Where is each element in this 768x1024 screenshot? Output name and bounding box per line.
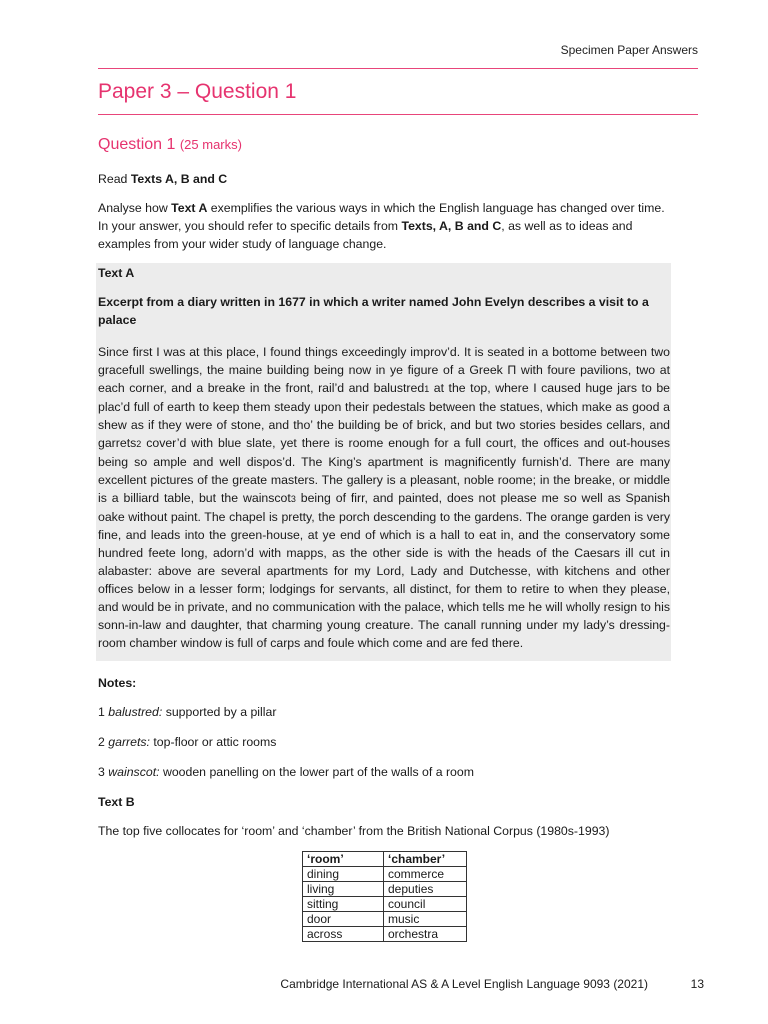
page-number: 13 — [690, 977, 704, 991]
text-a-segment-1: Since first I was at this place, I found things exceedingly improv’d. It is seated in a bottome between two gracefull swellings, the maine building being now in ye figure of a Greek Π with foure pavilions, two at each corner, and a breake in the front, rail’d and balustred — [98, 345, 670, 395]
analyse-part-2: exemplifies the various ways in which the English language has changed over time. In your answer, you should refer to specific details from — [98, 201, 665, 233]
note-number: 1 — [98, 705, 109, 719]
notes-heading: Notes: — [98, 676, 137, 690]
header-rule — [98, 68, 698, 69]
analyse-part-3: , as well as to ideas and examples from your wider study of language change. — [98, 219, 633, 251]
note-term: wainscot: — [108, 765, 160, 779]
collocates-table — [302, 851, 467, 942]
page-title: Paper 3 – Question 1 — [98, 80, 297, 103]
instruction-texts: Texts A, B and C — [130, 172, 228, 186]
text-a-segment-2: at the top, where I caused huge jars to be plac’d full of earth to keep them steady upon their pedestals between the statues, which make as good a shew as if they were of stone, and tho’ the building be of brick, and but two stories besides cellars, and garrets — [98, 381, 670, 450]
note-term: garrets: — [108, 735, 150, 749]
analyse-part-1: Analyse how — [98, 201, 172, 215]
table-cell: living — [303, 882, 384, 897]
note-item — [98, 763, 678, 781]
footnote-marker-1: 1 — [424, 384, 430, 394]
table-row — [303, 897, 467, 912]
table-cell: music — [384, 912, 467, 927]
note-definition: top-floor or attic rooms — [149, 735, 277, 749]
note-definition: wooden panelling on the lower part of the walls of a room — [159, 765, 474, 779]
note-definition: supported by a pillar — [162, 705, 277, 719]
note-number: 3 — [98, 765, 109, 779]
text-a-segment-4: being of firr, and painted, does not please me so well as Spanish oake without paint. The chapel is pretty, the porch descending to the gardens. The orange garden is very fine, and leads into the green-house, at ye end of which is a hall to eat in, and the conservatory some hundred feete long, adorn’d with mapps, as the other side is with the heads of the Caesars ill cut in alabaster: above are several apartments for my Lord, Lady and Dutchesse, with kitchens and other offices below in a lesser form; lodgings for servants, all distinct, for them to retire to when they please, and would be in private, and no communication with the palace, which tells me he will wholly resign to his sonn-in-law and daughter, that charming young creature. The canall running under my lady’s dressing-room chamber window is full of carps and foule which come and are fed there. — [98, 491, 670, 650]
text-b-heading: Text B — [98, 795, 135, 809]
table-row — [303, 882, 467, 897]
text-a-segment-3: cover’d with blue slate, yet there is roome enough for a full court, the offices and out-houses being so ample and well dispos’d. The King’s apartment is magnificently furnish’d. There are many excellent pictures of the greate masters. The gallery is a pleasant, noble roome; in the breake, or middle is a billiard table, but the wainscot — [98, 436, 670, 505]
running-header: Specimen Paper Answers — [560, 43, 698, 57]
footnote-marker-2: 2 — [136, 439, 142, 449]
table-row — [303, 867, 467, 882]
title-rule — [98, 114, 698, 115]
table-cell: across — [303, 927, 384, 942]
table-cell: dining — [303, 867, 384, 882]
note-number: 2 — [98, 735, 109, 749]
footer-text: Cambridge International AS & A Level English Language 9093 (2021) — [280, 977, 648, 991]
table-header-cell: ‘chamber’ — [384, 852, 467, 867]
question-title-text: Question 1 — [98, 136, 176, 153]
note-term: balustred: — [108, 705, 163, 719]
question-title — [98, 136, 242, 154]
table-row — [303, 912, 467, 927]
table-header-cell: ‘room’ — [303, 852, 384, 867]
analyse-bold-1: Text A — [171, 201, 208, 215]
note-item — [98, 703, 678, 721]
text-a-body — [98, 343, 670, 652]
analyse-bold-2: Texts, A, B and C — [401, 219, 502, 233]
table-cell: sitting — [303, 897, 384, 912]
table-row — [303, 927, 467, 942]
text-a-subheading: Excerpt from a diary written in 1677 in which a writer named John Evelyn describes a visit to a palace — [98, 295, 649, 327]
table-cell: door — [303, 912, 384, 927]
question-marks: (25 marks) — [179, 137, 242, 152]
analyse-paragraph — [98, 199, 678, 253]
footnote-marker-3: 3 — [290, 494, 296, 504]
note-item — [98, 733, 678, 751]
instruction-prefix: Read — [98, 172, 131, 186]
table-cell: orchestra — [384, 927, 467, 942]
text-b-description: The top five collocates for ‘room’ and ‘chamber’ from the British National Corpus (1980s-1993) — [98, 824, 610, 838]
table-cell: council — [384, 897, 467, 912]
text-a-heading: Text A — [98, 266, 135, 280]
table-header-row — [303, 852, 467, 867]
table-cell: deputies — [384, 882, 467, 897]
table-cell: commerce — [384, 867, 467, 882]
instruction — [98, 170, 678, 188]
